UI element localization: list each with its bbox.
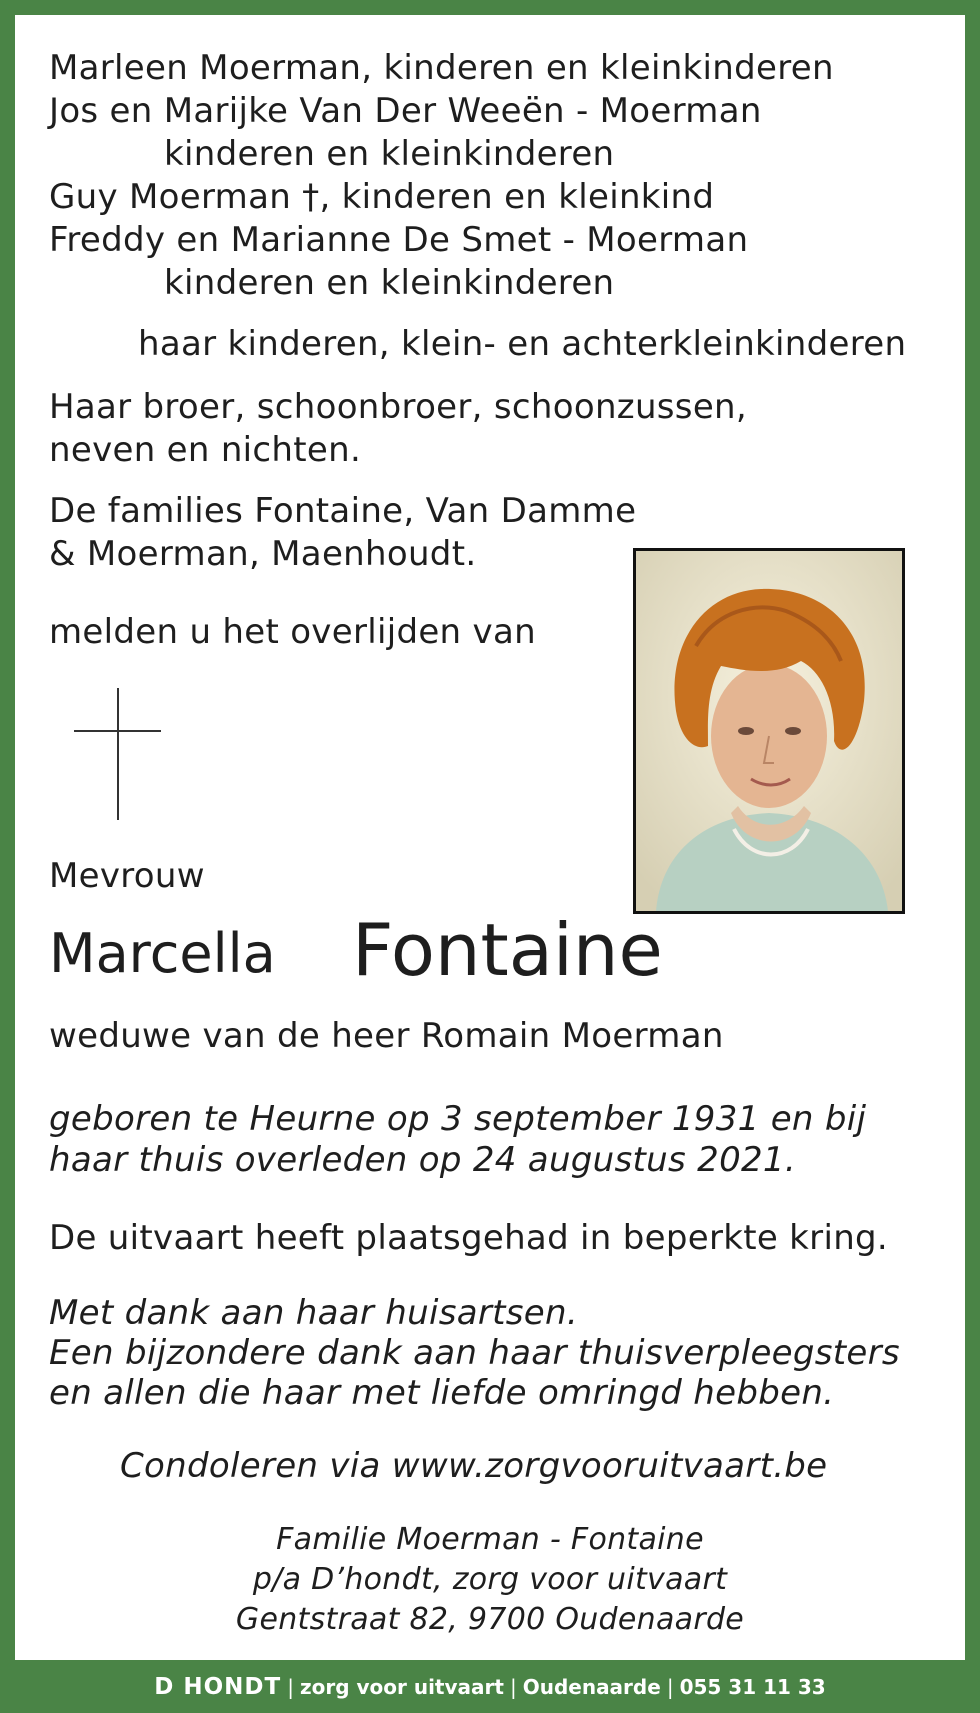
widow-of-line: weduwe van de heer Romain Moerman <box>49 1016 724 1056</box>
deceased-first-name: Marcella <box>49 922 276 985</box>
footer-separator: | <box>666 1675 674 1699</box>
footer-city: Oudenaarde <box>522 1675 661 1699</box>
cross-icon <box>70 686 165 822</box>
family-line-3: kinderen en kleinkinderen <box>164 134 615 174</box>
family-line-1: Marleen Moerman, kinderen en kleinkinderen <box>49 48 834 88</box>
footer-service: zorg voor uitvaart <box>299 1675 504 1699</box>
thanks-line-1: Met dank aan haar huisartsen. <box>49 1293 578 1333</box>
family-line-5: Freddy en Marianne De Smet - Moerman <box>49 220 749 260</box>
salutation: Mevrouw <box>49 856 205 896</box>
families-line-1: De families Fontaine, Van Damme <box>49 491 637 531</box>
footer-brand-logo: D HONDT <box>154 1674 282 1700</box>
family-line-6: kinderen en kleinkinderen <box>164 263 615 303</box>
address-line-1: Familie Moerman - Fontaine <box>276 1522 704 1557</box>
family-line-2: Jos en Marijke Van Der Weeën - Moerman <box>49 91 762 131</box>
footer-separator: | <box>287 1675 294 1699</box>
portrait-illustration <box>636 551 902 911</box>
relatives-line-1: Haar broer, schoonbroer, schoonzussen, <box>49 387 747 427</box>
relatives-line-2: neven en nichten. <box>49 430 362 470</box>
portrait-photo <box>633 548 905 914</box>
thanks-line-3: en allen die haar met liefde omringd hebben. <box>49 1373 835 1413</box>
address-line-2: p/a D’hondt, zorg voor uitvaart <box>252 1562 728 1597</box>
families-line-2: & Moerman, Maenhoudt. <box>49 534 477 574</box>
footer-bar <box>0 1660 980 1713</box>
birth-death-line-2: haar thuis overleden op 24 augustus 2021. <box>49 1140 796 1180</box>
address-line-3: Gentstraat 82, 9700 Oudenaarde <box>235 1602 745 1637</box>
thanks-line-2: Een bijzondere dank aan haar thuisverpleegsters <box>49 1333 900 1373</box>
footer-separator: | <box>509 1675 517 1699</box>
condolences-link[interactable]: Condoleren via www.zorgvooruitvaart.be <box>120 1446 828 1486</box>
deceased-last-name: Fontaine <box>352 908 663 992</box>
family-line-4: Guy Moerman †, kinderen en kleinkind <box>49 177 715 217</box>
birth-death-line-1: geboren te Heurne op 3 september 1931 en bij <box>49 1099 867 1139</box>
funeral-line: De uitvaart heeft plaatsgehad in beperkte kring. <box>49 1218 889 1258</box>
announce-line: melden u het overlijden van <box>49 612 536 652</box>
grandchildren-line: haar kinderen, klein- en achterkleinkinderen <box>138 324 907 364</box>
footer-phone[interactable]: 055 31 11 33 <box>679 1675 826 1699</box>
